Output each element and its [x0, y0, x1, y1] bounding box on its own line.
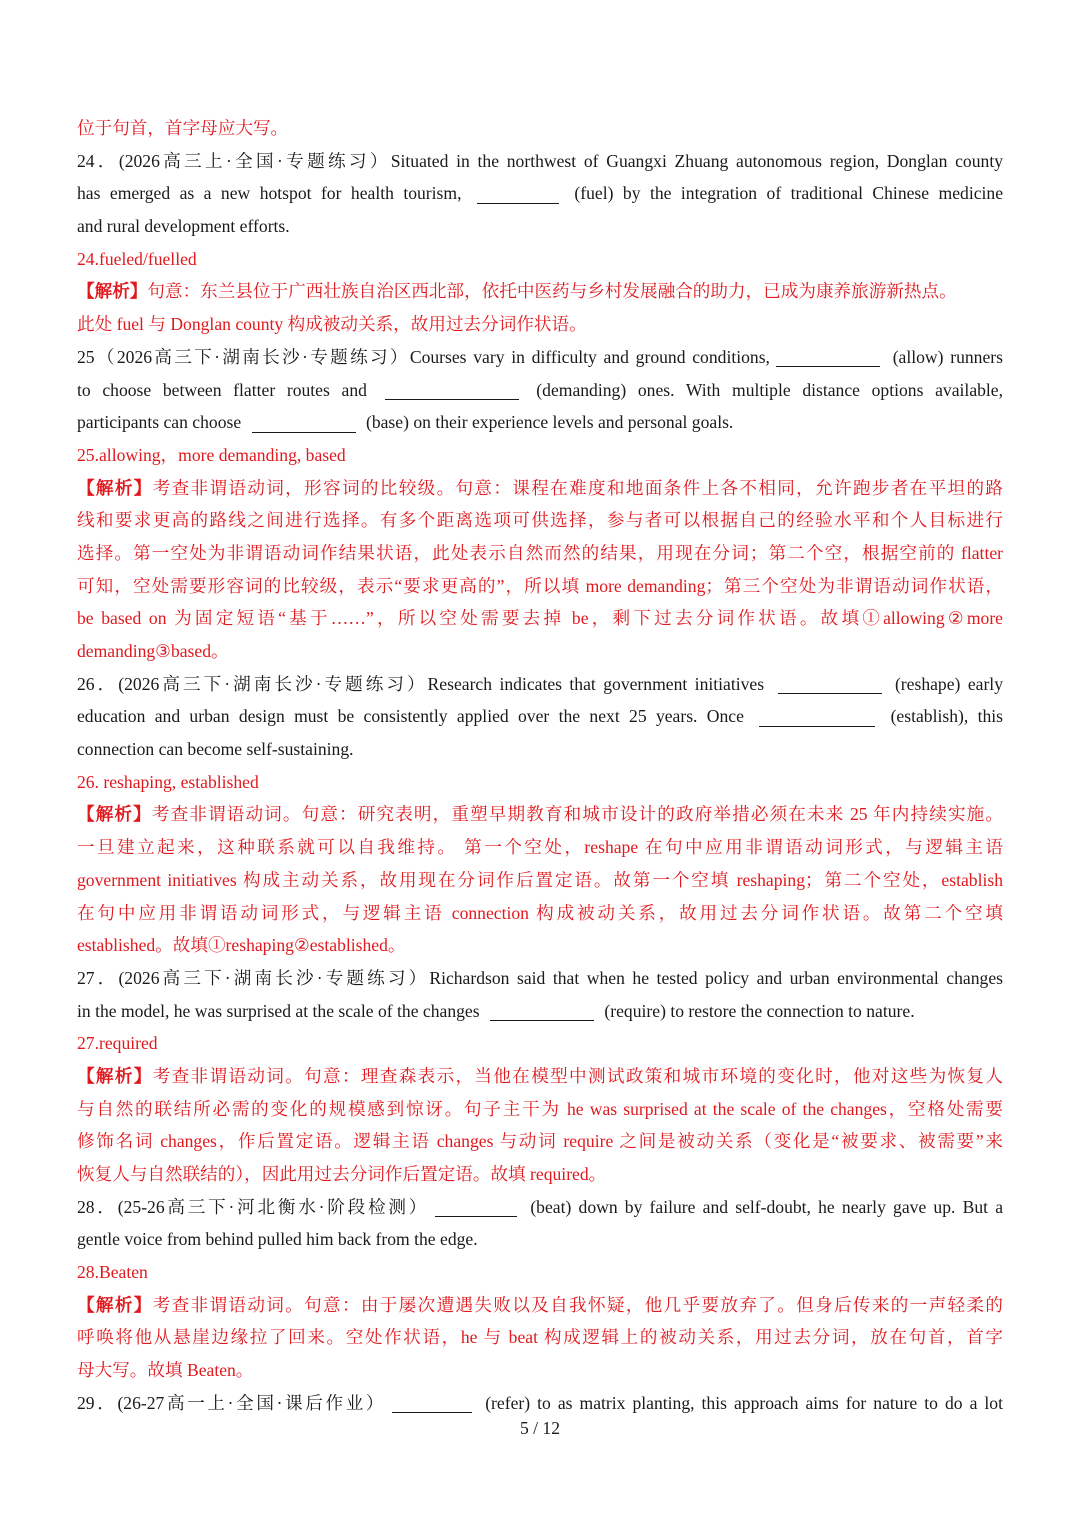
q24-exp-text-1: 句意：东兰县位于广西壮族自治区西北部，依托中医药与乡村发展融合的助力，已成为康养旅游新热点。 [147, 281, 957, 302]
q25-text-3a: participants can choose [77, 412, 242, 433]
q28-answer: 28.Beaten [77, 1262, 148, 1283]
explanation-tag: 【解析】 [77, 477, 153, 498]
q24-blank [477, 184, 559, 203]
q24-explanation-1 [77, 275, 1003, 308]
q24-line-3: and rural development efforts. [77, 216, 290, 237]
q26-text-1b: (reshape) early [894, 673, 1003, 694]
q28-text-1b: (beat) down by failure and self-doubt, he nearly gave up. But a [530, 1196, 1003, 1217]
q25-answer: 25.allowing，more demanding, based [77, 444, 346, 465]
page-number: 5 / 12 [519, 1418, 561, 1438]
q25-text-2a: to choose between flatter routes and [77, 379, 367, 400]
q26-number: 26． [77, 673, 119, 694]
q24-answer: 24.fueled/fuelled [77, 248, 197, 269]
q25-line-3 [77, 406, 1003, 439]
q28-line-1 [77, 1191, 1003, 1224]
q23-explanation-tail: 位于句首，首字母应大写。 [77, 118, 289, 138]
q27-text-2a: in the model, he was surprised at the scale of the changes [77, 1000, 480, 1021]
explanation-tag: 【解析】 [77, 1294, 153, 1315]
q29-text-1b: (refer) to as matrix planting, this approach aims for nature to do a lot [485, 1392, 1003, 1413]
q29-number: 29． [77, 1392, 118, 1413]
q26-line-3: connection can become self-sustaining. [77, 739, 354, 760]
q26-text-2b: (establish), this [890, 706, 1003, 727]
q24-number: 24． [77, 150, 119, 171]
explanation-tag: 【解析】 [77, 1065, 153, 1086]
q25-text-2b: (demanding) ones. With multiple distance options available, [536, 379, 1003, 400]
q28-explanation-3: 母大写。故填 Beaten。 [77, 1360, 254, 1381]
q26-blank-2 [759, 707, 875, 726]
q26-answer: 26. reshaping, established [77, 771, 259, 792]
q27-blank [490, 1001, 594, 1020]
q25-blank-3 [252, 413, 356, 432]
q26-exp-text-1: 考查非谓语动词。句意：研究表明，重塑早期教育和城市设计的政府举措必须在未来 25 年内持续实施。 [151, 804, 1003, 825]
q27-line-2 [77, 995, 1003, 1028]
q25-text-3b: (base) on their experience levels and personal goals. [365, 412, 734, 433]
q28-line-2: gentle voice from behind pulled him back from the edge. [77, 1229, 478, 1250]
q24-explanation-2: 此处 fuel 与 Donglan county 构成被动关系，故用过去分词作状语。 [77, 314, 587, 335]
q28-explanation-1 [77, 1289, 1003, 1322]
q24-text-2b: (fuel) by the integration of traditional Chinese medicine [574, 183, 1003, 204]
q25-blank-1 [776, 348, 880, 367]
q24-line-2 [77, 177, 1003, 210]
q25-line-2 [77, 374, 1003, 407]
q25-exp-text-1: 考查非谓语动词，形容词的比较级。句意：课程在难度和地面条件上各不相同，允许跑步者在平坦的路 [152, 477, 1003, 498]
q26-explanation-1 [77, 798, 1003, 831]
q28-number: 28． [77, 1196, 118, 1217]
q27-exp-text-1: 考查非谓语动词。句意：理查森表示，当他在模型中测试政策和城市环境的变化时，他对这些为恢复人 [152, 1065, 1003, 1086]
q25-line-1 [77, 341, 1003, 374]
q26-explanation-4: 在句中应用非谓语动词形式，与逻辑主语 connection 构成被动关系，故用过去分词作状语。故第二个空填 [77, 902, 1003, 923]
q27-line-1 [77, 962, 1003, 995]
q26-blank-1 [778, 675, 882, 694]
q28-blank [435, 1198, 517, 1217]
q27-number: 27． [77, 967, 119, 988]
q26-explanation-3: government initiatives 构成主动关系，故用现在分词作后置定语。故第一个空填 reshaping；第二个空处，establish [77, 869, 1003, 890]
q24-line-1 [77, 145, 1003, 178]
q25-text-1b: (allow) runners [892, 346, 1003, 367]
explanation-tag: 【解析】 [77, 281, 148, 302]
q29-line-1 [77, 1387, 1003, 1420]
q26-line-1 [77, 668, 1003, 701]
q24-text-2a: has emerged as a new hotspot for health tourism, [77, 183, 462, 204]
q28-explanation-2: 呼唤将他从悬崖边缘拉了回来。空处作状语，he 与 beat 构成逻辑上的被动关系，用过去分词，放在句首，首字 [77, 1327, 1003, 1348]
q28-text-1a: (25-26高三下·河北衡水·阶段检测） [117, 1196, 430, 1217]
q26-line-2 [77, 700, 1003, 733]
q26-text-1a: (2026高三下·湖南长沙·专题练习）Research indicates that government initiatives [118, 673, 765, 694]
q25-explanation-4: 可知，空处需要形容词的比较级，表示“要求更高的”，所以填 more demanding；第三个空处为非谓语动词作状语， [77, 575, 1003, 596]
q25-blank-2 [385, 380, 519, 399]
explanation-tag: 【解析】 [77, 804, 152, 825]
q27-explanation-2: 与自然的联结所必需的变化的规模感到惊讶。句子主干为 he was surprised at the scale of the changes，空格处需要 [77, 1098, 1003, 1119]
q25-explanation-2: 线和要求更高的路线之间进行选择。有多个距离选项可供选择，参与者可以根据自己的经验水平和个人目标进行 [77, 510, 1003, 531]
q27-answer: 27.required [77, 1033, 158, 1054]
q27-explanation-1 [77, 1060, 1003, 1093]
q25-text-1a: 25（2026高三下·湖南长沙·专题练习）Courses vary in difficulty and ground conditions, [77, 346, 770, 367]
q29-blank [392, 1394, 472, 1413]
q25-explanation-3: 选择。第一空处为非谓语动词作结果状语，此处表示自然而然的结果，用现在分词；第二个空，根据空前的 flatter [77, 542, 1003, 563]
q27-text-1: (2026高三下·湖南长沙·专题练习）Richardson said that when he tested policy and urban environmental changes [118, 967, 1003, 988]
q24-text-1: Situated in the northwest of Guangxi Zhuang autonomous region, Donglan county [390, 150, 1003, 171]
q25-explanation-5: be based on 为固定短语“基于……”，所以空处需要去掉 be，剩下过去分词作状语。故填①allowing②more [77, 608, 1003, 629]
q27-explanation-4: 恢复人与自然联结的），因此用过去分词作后置定语。故填 required。 [77, 1164, 607, 1184]
q29-text-1a: (26-27高一上·全国·课后作业） [117, 1392, 387, 1413]
q26-text-2a: education and urban design must be consistently applied over the next 25 years. Once [77, 706, 744, 727]
q25-explanation-6: demanding③based。 [77, 641, 229, 661]
q24-source: (2026高三上·全国·专题练习） [118, 150, 391, 171]
q28-exp-text-1: 考查非谓语动词。句意：由于屡次遭遇失败以及自我怀疑，他几乎要放弃了。但身后传来的一声轻柔的 [152, 1294, 1003, 1315]
q26-explanation-2: 一旦建立起来，这种联系就可以自我维持。 第一个空处，reshape 在句中应用非谓语动词形式，与逻辑主语 [77, 837, 1003, 858]
q27-text-2b: (require) to restore the connection to nature. [604, 1000, 915, 1021]
q25-explanation-1 [77, 472, 1003, 505]
q26-explanation-5: established。故填①reshaping②established。 [77, 935, 406, 956]
q27-explanation-3: 修饰名词 changes，作后置定语。逻辑主语 changes 与动词 require 之间是被动关系（变化是“被要求、被需要”来 [77, 1131, 1003, 1152]
document-page [77, 112, 1003, 1420]
